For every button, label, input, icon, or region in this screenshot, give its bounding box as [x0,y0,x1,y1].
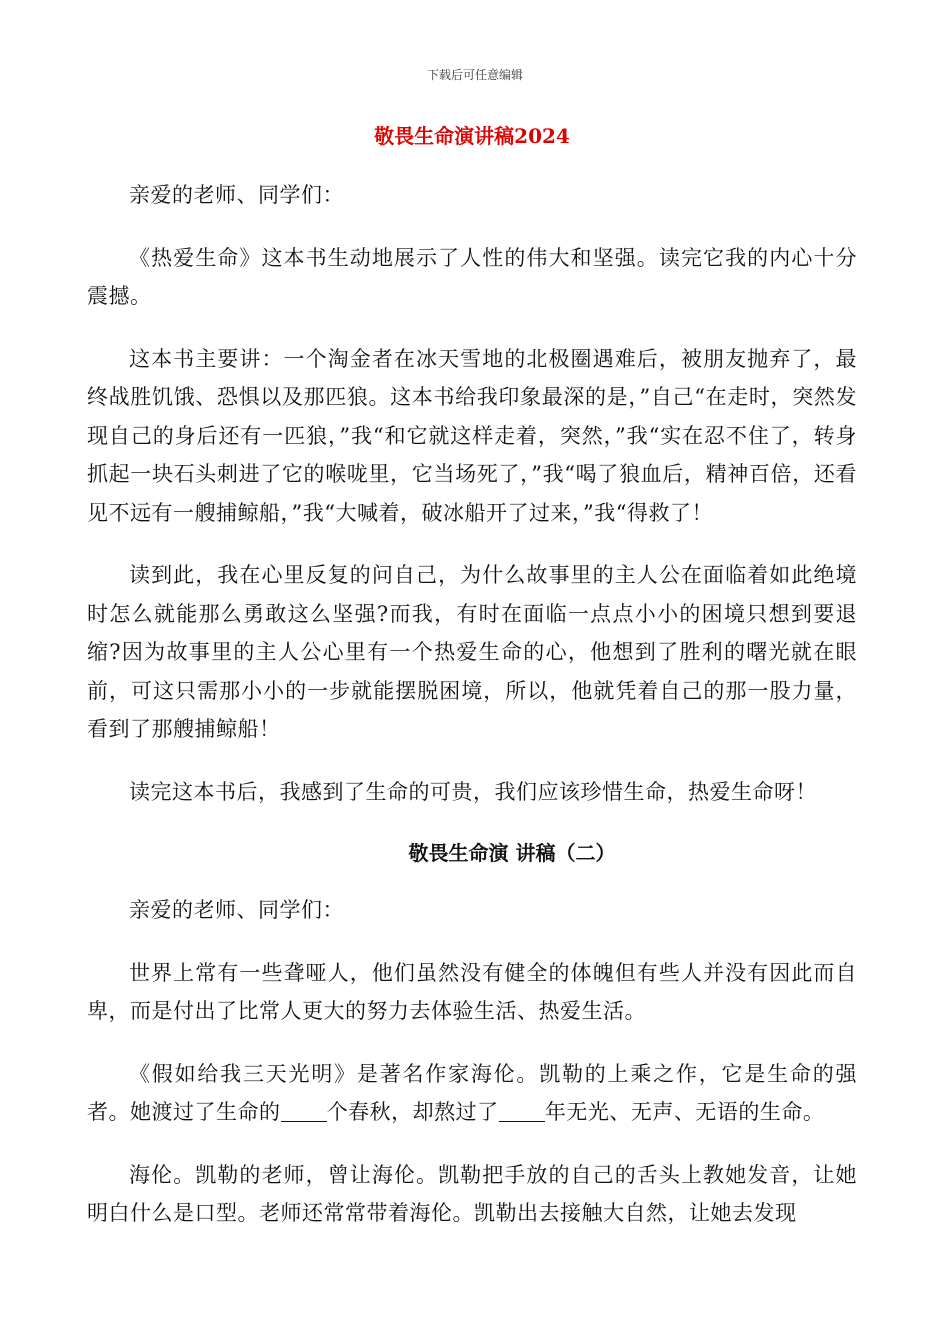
paragraph-1-2: 这本书主要讲：一个淘金者在冰天雪地的北极圈遇难后，被朋友抛弃了，最终战胜饥饿、恐惧以及那匹狼。这本书给我印象最深的是，”自己“在走时，突然发现自己的身后还有一匹狼，”我“和它就这样走着，突然，”我“实在忍不住了，转身抓起一块石头刺进了它的喉咙里，它当场死了，”我“喝了狼血后，精神百倍，还看见不远有一艘捕鲸船，”我“大喊着，破冰船开了过来，”我“得救了！ [87,346,857,525]
fill-in-blank-2 [499,1100,545,1122]
paragraph-2-2 [87,1055,857,1132]
paragraph-2-2-part-a: 《假如给我三天光明》是著名作家海伦。凯勒的上乘之作，它是生命的强者。她渡过了生命的 [87,1061,857,1124]
greeting-1: 亲爱的老师、同学们： [129,183,344,207]
greeting-2: 亲爱的老师、同学们： [129,898,344,922]
fill-in-blank-1 [281,1100,327,1122]
paragraph-2-2-part-b: 个春秋，却熬过了 [326,1100,499,1124]
paragraph-2-2-part-c: 年无光、无声、无语的生命。 [544,1100,825,1124]
paragraph-1-3: 读到此，我在心里反复的问自己，为什么故事里的主人公在面临着如此绝境时怎么就能那么勇敢这么坚强?而我，有时在面临一点点小小的困境只想到要退缩?因为故事里的主人公心里有一个热爱生命的心，他想到了胜利的曙光就在眼前，可这只需那小小的一步就能摆脱困境，所以，他就凭着自己的那一股力量，看到了那艘捕鲸船！ [87,563,857,741]
document-title: 敬畏生命演讲稿2024 [374,124,570,148]
paragraph-1-4: 读完这本书后，我感到了生命的可贵，我们应该珍惜生命，热爱生命呀！ [129,779,817,804]
document-body [87,118,857,1257]
paragraph-2-3: 海伦。凯勒的老师，曾让海伦。凯勒把手放的自己的舌头上教她发音，让她明白什么是口型。老师还常常带着海伦。凯勒出去接触大自然，让她去发现 [87,1162,857,1225]
page-header-note: 下载后可任意编辑 [426,68,523,82]
section-2-title: 敬畏生命演 讲稿（二） [408,841,616,865]
paragraph-1-1: 《热爱生命》这本书生动地展示了人性的伟大和坚强。读完它我的内心十分震撼。 [87,245,857,308]
paragraph-2-1: 世界上常有一些聋哑人，他们虽然没有健全的体魄但有些人并没有因此而自卑，而是付出了比常人更大的努力去体验生活、热爱生活。 [87,960,857,1023]
